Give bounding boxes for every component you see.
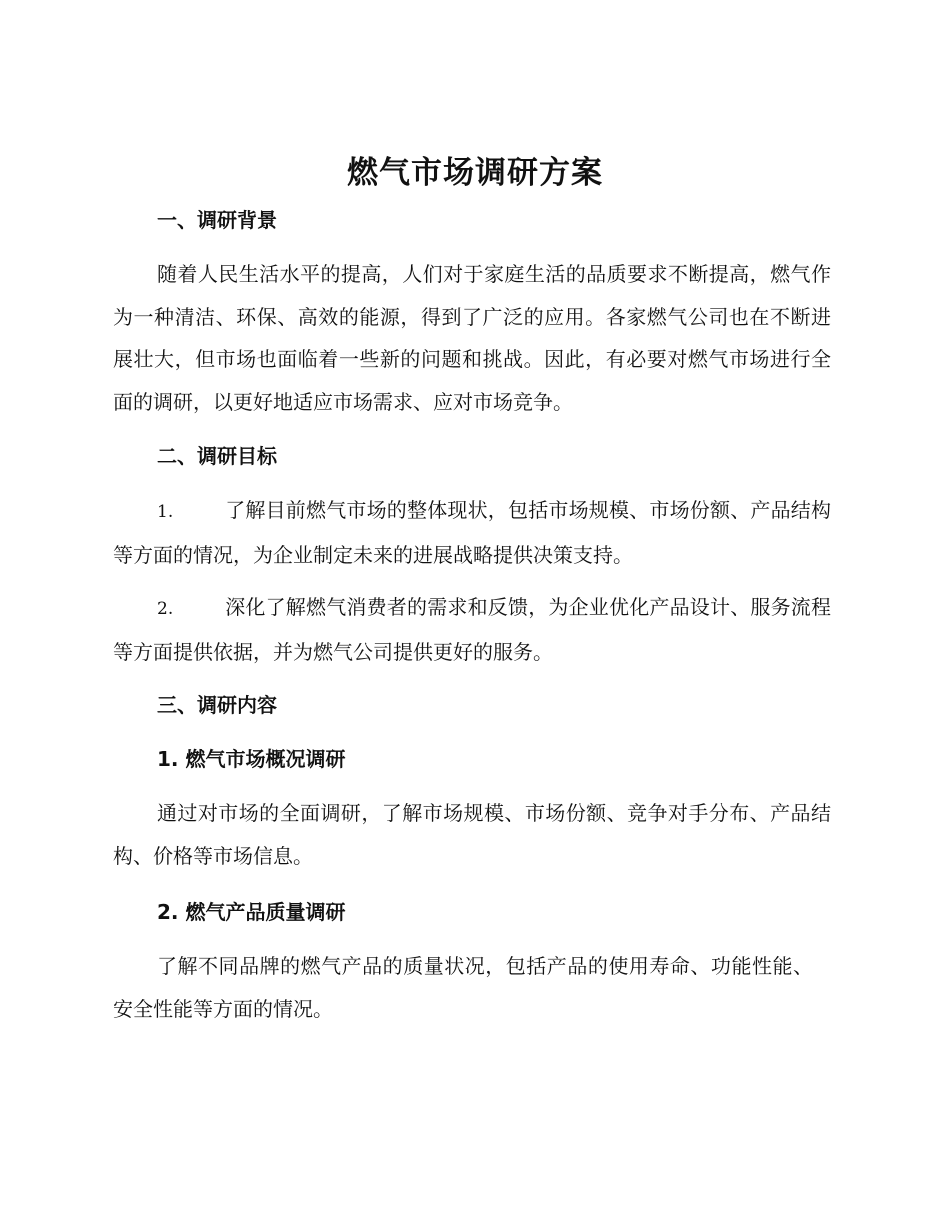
section-heading-goals: 二、调研目标 <box>157 444 277 468</box>
background-paragraph: 随着人民生活水平的提高，人们对于家庭生活的品质要求不断提高，燃气作为一种清洁、环保、高效的能源，得到了广泛的应用。各家燃气公司也在不断进展壮大，但市场也面临着一些新的问题和挑战。因此，有必要对燃气市场进行全面的调研，以更好地适应市场需求、应对市场竞争。 <box>113 262 831 414</box>
section-heading-background: 一、调研背景 <box>157 208 277 232</box>
market-overview-paragraph: 通过对市场的全面调研，了解市场规模、市场份额、竞争对手分布、产品结构、价格等市场信息。 <box>113 801 831 868</box>
goal-item-1 <box>113 489 831 576</box>
goal-item-number: 1. <box>157 502 174 522</box>
product-quality-paragraph: 了解不同品牌的燃气产品的质量状况，包括产品的使用寿命、功能性能、安全性能等方面的情况。 <box>113 954 813 1021</box>
document-title: 燃气市场调研方案 <box>347 155 603 191</box>
goal-item-text: 了解目前燃气市场的整体现状，包括市场规模、市场份额、产品结构等方面的情况，为企业制定未来的进展战略提供决策支持。 <box>113 498 831 567</box>
goal-item-2 <box>113 586 831 673</box>
goal-item-number: 2. <box>157 599 174 619</box>
goal-item-text: 深化了解燃气消费者的需求和反馈，为企业优化产品设计、服务流程等方面提供依据，并为燃气公司提供更好的服务。 <box>113 595 831 664</box>
section-heading-content: 三、调研内容 <box>157 693 277 717</box>
subsection-heading-market-overview: 1. 燃气市场概况调研 <box>157 747 346 771</box>
subsection-heading-product-quality: 2. 燃气产品质量调研 <box>157 900 346 924</box>
